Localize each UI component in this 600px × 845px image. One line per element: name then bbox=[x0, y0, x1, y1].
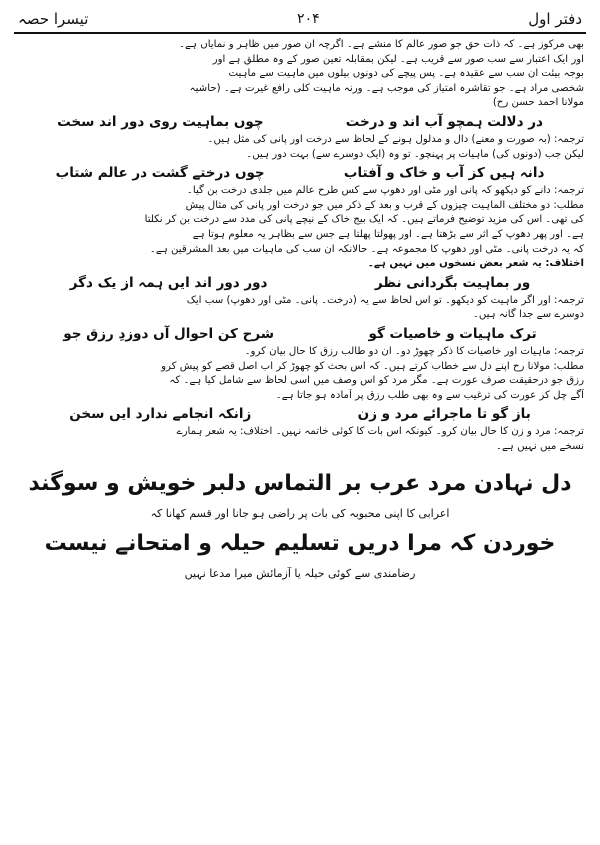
text-line: مولانا احمد حسن رح) bbox=[492, 97, 584, 109]
text-line: بھی مرکوز ہے۔ کہ ذات حق جو صور عالم کا منشے ہے۔ اگرچہ ان صور میں ظاہر و نمایاں ہے۔ bbox=[179, 39, 584, 50]
verse-hemistich: زانکہ انجامے ندارد ایں سخن bbox=[69, 406, 252, 423]
verse-hemistich: دانہ ہیں کز آب و خاک و آفتاب bbox=[343, 165, 545, 182]
text-line: شخصی مراد ہے۔ جو تقاشرہ امتیاز کی موجب ہے۔ ورنہ ماہیت کلی رافع غیرت ہے۔ (حاشیہ bbox=[189, 82, 584, 94]
verse-hemistich: دور دور اند ایں ہمہ از یک دگر bbox=[69, 274, 268, 291]
section-heading-verse: خوردن کہ مرا دریں تسلیم حیلہ و امتحانے نیست bbox=[44, 531, 556, 557]
text-line: نسخے میں نہیں ہے۔ bbox=[495, 440, 584, 452]
text-line: ترجمہ: مرد و زن کا حال بیان کرو۔ کیونکہ اس بات کا کوئی خاتمہ نہیں۔ اختلاف: یہ شعر ہمارے bbox=[176, 426, 584, 438]
translation-block bbox=[16, 345, 584, 403]
text-line: ترجمہ: ماہیات اور خاصیات کا ذکر چھوڑ دو۔ ان دو طالب رزق کا حال بیان کرو۔ bbox=[244, 345, 584, 357]
verse-couplet bbox=[16, 111, 584, 133]
translation-block bbox=[16, 133, 584, 162]
variant-note: اختلاف: یہ شعر بعض نسخوں میں نہیں ہے۔ bbox=[367, 258, 584, 270]
text-line: مطلب: مولانا رح اپنے دل سے خطاب کرتے ہیں۔ کہ اس بحث کو چھوڑ کر اب اصل قصے کو پیش کرو bbox=[161, 360, 584, 372]
page-body bbox=[16, 38, 584, 839]
translation-block bbox=[16, 425, 584, 454]
verse-hemistich: چوں بماہیت روی دور اند سخت bbox=[57, 113, 264, 130]
heading-gloss: اعرابی کا اپنی محبوبہ کی بات پر راضی ہو جانا اور قسم کھانا کہ bbox=[150, 507, 450, 521]
page-number: ۲۰۴ bbox=[297, 11, 320, 27]
header-rule bbox=[14, 32, 586, 34]
text-line: لیکن جب (دونوں کی) ماہیات پر پہنچو۔ تو وہ (ایک دوسرے سے) بہت دور ہیں۔ bbox=[246, 148, 584, 160]
text-line: دوسرے سے جدا گانہ ہیں۔ bbox=[472, 309, 584, 321]
verse-hemistich: باز گو تا ماجرائے مرد و زن bbox=[357, 406, 531, 423]
text-line: اور ایک اعتبار سے سب صور سے قریب ہے۔ لیکن بمقابلہ تعین صور کے وہ مطلق ہے اور bbox=[212, 53, 584, 65]
verse-couplet bbox=[16, 272, 584, 294]
text-line: ترجمہ: دانے کو دیکھو کہ پانی اور مٹی اور دھوپ سے کس طرح عالم میں جلدی درخت بن گیا۔ bbox=[186, 185, 584, 197]
verse-hemistich: شرح کن احوال آں دوزدِ رزق جو bbox=[63, 325, 274, 342]
book-title: دفتر اول bbox=[528, 10, 582, 28]
verse-hemistich: ور بماہیت بگردانی نظر bbox=[374, 274, 531, 291]
spacer bbox=[16, 454, 584, 462]
page-header bbox=[18, 8, 582, 30]
verse-couplet bbox=[16, 403, 584, 425]
translation-block bbox=[16, 294, 584, 323]
verse-hemistich: ترک ماہیات و خاصیات گو bbox=[368, 325, 537, 342]
heading-gloss: رضامندی سے کوئی حیلہ یا آزمائش میرا مدعا نہیں bbox=[184, 567, 416, 581]
text-line: بوجہ بیئت ان سب سے عقیدہ ہے۔ پس پیچے کی دونوں بیلوں میں ماہیت سے ماہیت bbox=[228, 68, 584, 80]
text-line: آگے چل کر عورت کی ترغیب سے وہ بھی طلب رزق پر آمادہ ہو جاتا ہے۔ bbox=[275, 389, 584, 401]
text-line: کی تھی۔ اس کی مزید توضیح فرماتے ہیں۔ کہ ایک بیج خاک کے نیچے پانی کی مدد سے درخت بن کر نکلتا bbox=[144, 214, 584, 226]
text-line: کہ یہ درخت پانی۔ مٹی اور دھوپ کا مجموعہ ہے۔ حالانکہ ان سب کی ماہیات میں بعد المشرقین ہے۔ bbox=[149, 243, 584, 255]
verse-hemistich: چوں درختے گشت در عالم شتاب bbox=[55, 165, 265, 182]
text-line: ترجمہ: (بہ صورت و معنے) دال و مدلول ہونے کے لحاظ سے درخت اور پانی کی مثل ہیں۔ bbox=[207, 133, 584, 145]
text-line: ترجمہ: اور اگر ماہیت کو دیکھو۔ تو اس لحاظ سے یہ (درخت۔ پانی۔ مٹی اور دھوپ) سب ایک bbox=[186, 294, 584, 306]
verse-couplet bbox=[16, 323, 584, 345]
text-line: مطلب: دو مختلف الماہیت چیزوں کے قرب و بعد کے ذکر میں جو درخت اور پانی کی مثال پیش bbox=[185, 199, 584, 211]
commentary-paragraph bbox=[16, 38, 584, 111]
verse-hemistich: در دلالت ہمچو آب اند و درخت bbox=[345, 113, 543, 130]
verse-couplet bbox=[16, 162, 584, 184]
section-title: تیسرا حصہ bbox=[18, 10, 89, 28]
text-line: ہے۔ اور پھر دھوپ کے اثر سے بڑھتا ہے۔ اور پھولتا پھلتا ہے جس سے بظاہر یہ معلوم ہوتا ہے bbox=[192, 228, 584, 240]
section-heading-verse: دل نہادن مرد عرب بر التماس دلبر خویش و سوگند bbox=[28, 471, 572, 497]
text-line: رزق جو درحقیقت صرف عورت ہے۔ مگر مرد کو اس وصف میں اسی لحاظ سے شامل کیا ہے۔ کہ bbox=[169, 375, 584, 387]
translation-block bbox=[16, 184, 584, 272]
